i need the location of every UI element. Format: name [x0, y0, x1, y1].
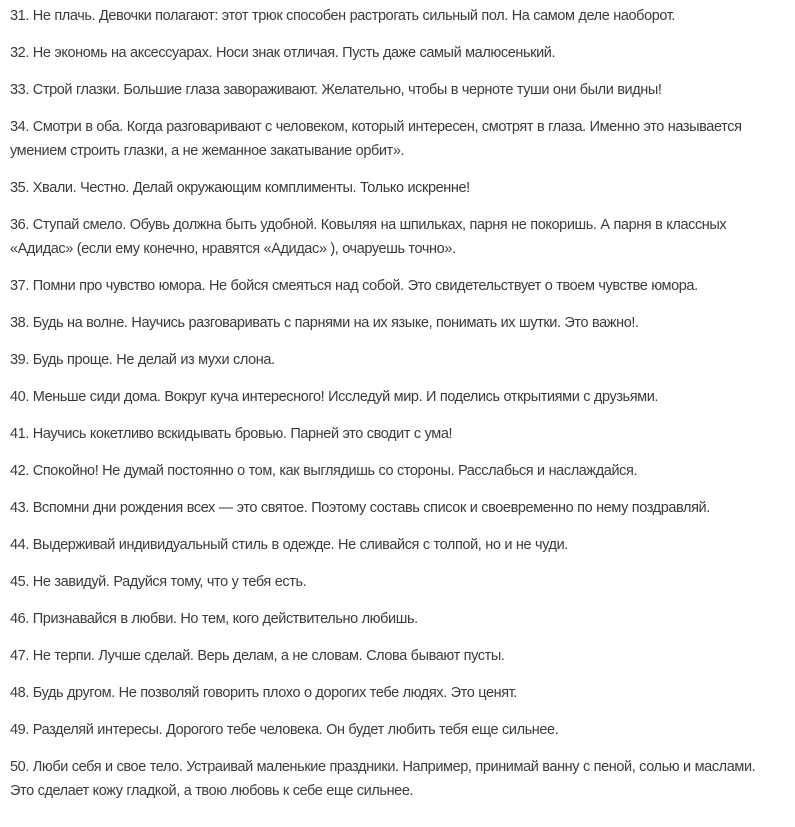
list-item: 34. Смотри в оба. Когда разговаривают с человеком, который интересен, смотрят в глаза. Именно это называется умением строить глазки, а не жеманное закатывание орбит».	[10, 119, 742, 159]
list-item: 37. Помни про чувство юмора. Не бойся смеяться над собой. Это свидетельствует о твоем чувстве юмора.	[10, 278, 698, 294]
list-item: 47. Не терпи. Лучше сделай. Верь делам, а не словам. Слова бывают пусты.	[10, 648, 505, 664]
list-item: 46. Признавайся в любви. Но тем, кого действительно любишь.	[10, 611, 418, 627]
list-item: 40. Меньше сиди дома. Вокруг куча интересного! Исследуй мир. И поделись открытиями с друзьями.	[10, 389, 659, 405]
list-item: 48. Будь другом. Не позволяй говорить плохо о дорогих тебе людях. Это ценят.	[10, 685, 517, 701]
list-item: 44. Выдерживай индивидуальный стиль в одежде. Не сливайся с толпой, но и не чуди.	[10, 537, 568, 553]
list-item: 39. Будь проще. Не делай из мухи слона.	[10, 352, 275, 368]
list-item: 43. Вспомни дни рождения всех — это святое. Поэтому составь список и своевременно по нему поздравляй.	[10, 500, 710, 516]
list-item: 31. Не плачь. Девочки полагают: этот трюк способен растрогать сильный пол. На самом деле наоборот.	[10, 8, 676, 24]
list-item: 45. Не завидуй. Радуйся тому, что у тебя есть.	[10, 574, 307, 590]
list-item: 35. Хвали. Честно. Делай окружающим комплименты. Только искренне!	[10, 180, 470, 196]
list-item: 36. Ступай смело. Обувь должна быть удобной. Ковыляя на шпильках, парня не покоришь. А парня в классных «Адидас» (если ему конечно, нравятся «Адидас» ), очаруешь точно».	[10, 217, 727, 257]
list-item: 38. Будь на волне. Научись разговаривать с парнями на их языке, понимать их шутки. Это важно!.	[10, 315, 639, 331]
list-item: 41. Научись кокетливо вскидывать бровью. Парней это сводит с ума!	[10, 426, 453, 442]
list-item: 49. Разделяй интересы. Дорогого тебе человека. Он будет любить тебя еще сильнее.	[10, 722, 559, 738]
list-item: 32. Не экономь на аксессуарах. Носи знак отличая. Пусть даже самый малюсенький.	[10, 45, 556, 61]
list-item: 33. Строй глазки. Большие глаза завораживают. Желательно, чтобы в черноте туши они были видны!	[10, 82, 662, 98]
list-item: 50. Люби себя и свое тело. Устраивай маленькие праздники. Например, принимай ванну с пеной, солью и маслами. Это сделает кожу гладкой, а твою любовь к себе еще сильнее.	[10, 759, 756, 799]
list-item: 42. Спокойно! Не думай постоянно о том, как выглядишь со стороны. Расслабься и наслаждайся.	[10, 463, 638, 479]
